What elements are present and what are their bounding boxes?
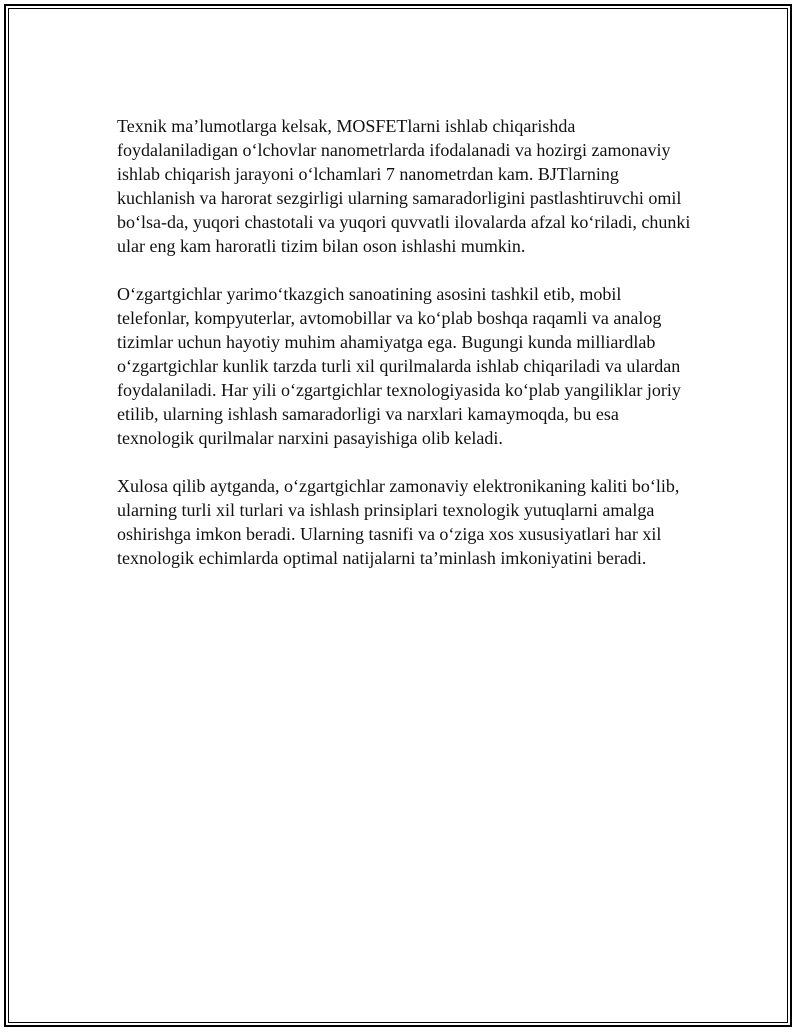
paragraph-conclusion: Xulosa qilib aytganda, oʻzgartgichlar zamonaviy elektronikaning kaliti boʻlib, ularning turli xil turlari va ishlash prinsiplari texnologik yutuqlarni amalga oshirishga imkon beradi. Ularning tasnifi va oʻziga xos xususiyatlari har xil texnologik echimlarda optimal natijalarni taʼminlash imkoniyatini beradi. — [117, 476, 680, 568]
paragraph-mosfet-bjt: Texnik maʼlumotlarga kelsak, MOSFETlarni ishlab chiqarishda foydalaniladigan oʻlchovlar nanometrlarda ifodalanadi va hozirgi zamonaviy ishlab chiqarish jarayoni oʻlchamlari 7 nanometrdan kam. BJTlarning kuchlanish va harorat sezgirligi ularning samaradorligini pastlashtiruvchi omil boʻlsa-da, yuqori chastotali va yuqori quvvatli ilovalarda afzal koʻriladi, chunki ular eng kam haroratli tizim bilan oson ishlashi mumkin. — [117, 116, 691, 256]
paragraph-semiconductor-industry: Oʻzgartgichlar yarimoʻtkazgich sanoatining asosini tashkil etib, mobil telefonlar, kompyuterlar, avtomobillar va koʻplab boshqa raqamli va analog tizimlar uchun hayotiy muhim ahamiyatga ega. Bugungi kunda milliardlab oʻzgartgichlar kunlik tarzda turli xil qurilmalarda ishlab chiqariladi va ulardan foydalaniladi. Har yili oʻzgartgichlar texnologiyasida koʻplab yangiliklar joriy etilib, ularning ishlash samaradorligi va narxlari kamaymoqda, bu esa texnologik qurilmalar narxini pasayishiga olib keladi. — [117, 284, 681, 448]
document-body — [117, 114, 697, 594]
